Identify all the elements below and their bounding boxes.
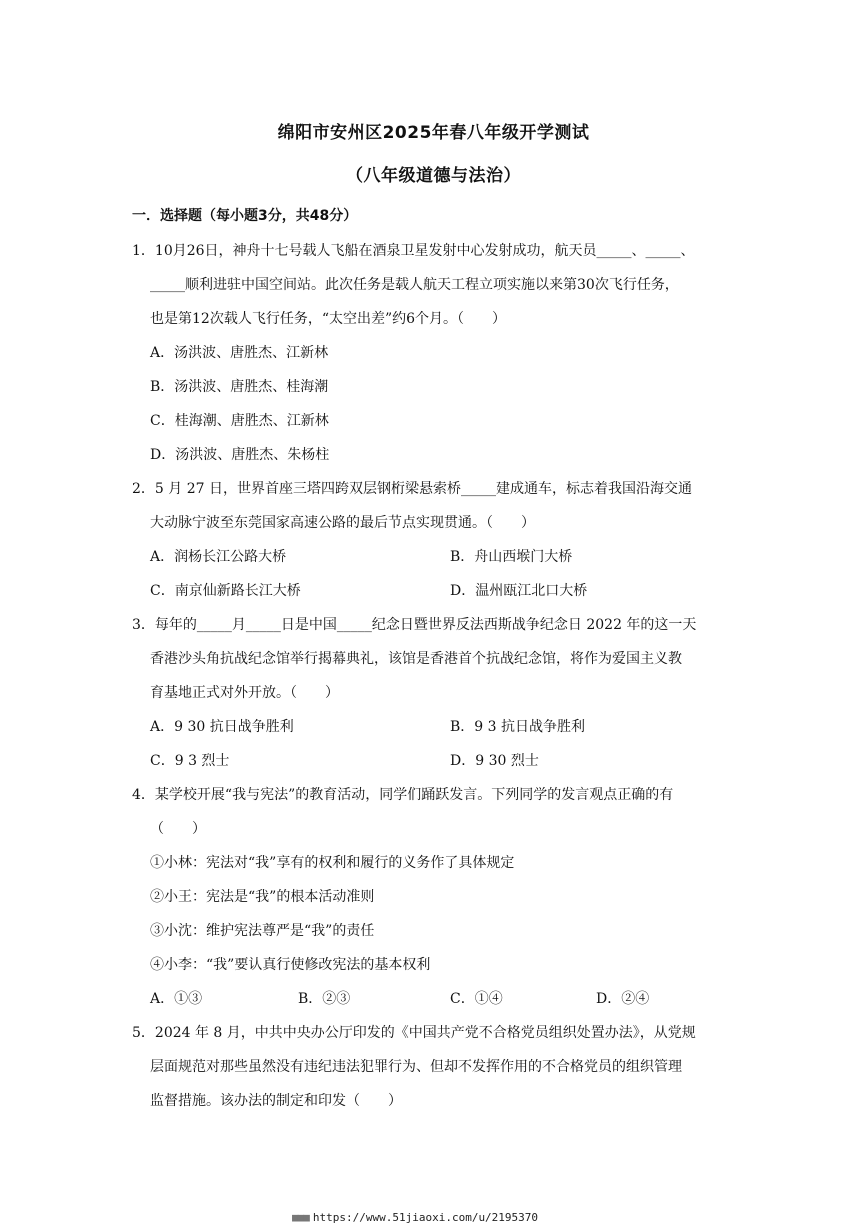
question-5-line-1: 5．2024 年 8 月，中共中央办公厅印发的《中国共产党不合格党员组织处置办法》，从党规: [132, 1025, 696, 1041]
question-5-line-3: 监督措施。该办法的制定和印发（ ）: [150, 1093, 402, 1109]
question-4-option-d[interactable]: D．②④: [596, 991, 650, 1007]
question-2-option-a[interactable]: A．润杨长江公路大桥: [150, 549, 287, 565]
question-1-line-3: 也是第12次载人飞行任务，“太空出差”约6个月。（ ）: [150, 311, 507, 327]
question-1-option-d[interactable]: D．汤洪波、唐胜杰、朱杨柱: [150, 447, 330, 463]
question-2-option-b[interactable]: B．舟山西堠门大桥: [450, 549, 573, 565]
question-4-statement-4: ④小李：“我”要认真行使修改宪法的基本权利: [150, 957, 431, 973]
question-4-line-2: （ ）: [150, 821, 206, 837]
question-4-option-a[interactable]: A．①③: [150, 991, 203, 1007]
question-3-option-b[interactable]: B．9 3 抗日战争胜利: [450, 719, 586, 735]
question-1-option-a[interactable]: A．汤洪波、唐胜杰、江新林: [150, 345, 329, 361]
footer-watermark: [292, 1211, 538, 1224]
section-heading: 一．选择题（每小题3分，共48分）: [132, 208, 358, 224]
question-2-option-c[interactable]: C．南京仙新路长江大桥: [150, 583, 301, 599]
question-1-line-1: 1．10月26日，神舟十七号载人飞船在酒泉卫星发射中心发射成功，航天员_____、_____、: [132, 243, 695, 259]
question-1-option-b[interactable]: B．汤洪波、唐胜杰、桂海潮: [150, 379, 329, 395]
question-4-option-b[interactable]: B．②③: [298, 991, 351, 1007]
question-4-statement-2: ②小王：宪法是“我”的根本活动准则: [150, 889, 375, 905]
question-1-line-2: _____顺利进驻中国空间站。此次任务是载人航天工程立项实施以来第30次飞行任务，: [150, 277, 679, 293]
exam-subtitle: （八年级道德与法治）: [346, 166, 521, 186]
question-4-statement-3: ③小沈：维护宪法尊严是“我”的责任: [150, 923, 375, 939]
question-4-line-1: 4．某学校开展“我与宪法”的教育活动，同学们踊跃发言。下列同学的发言观点正确的有: [132, 787, 674, 803]
question-4-statement-1: ①小林：宪法对“我”享有的权利和履行的义务作了具体规定: [150, 855, 515, 871]
question-3-option-c[interactable]: C．9 3 烈士: [150, 753, 230, 769]
question-3-line-2: 香港沙头角抗战纪念馆举行揭幕典礼，该馆是香港首个抗战纪念馆，将作为爱国主义教: [150, 651, 682, 667]
question-3-option-d[interactable]: D．9 30 烈士: [450, 753, 539, 769]
footer-url-link[interactable]: https://www.51jiaoxi.com/u/2195370: [312, 1211, 539, 1224]
question-1-option-c[interactable]: C．桂海潮、唐胜杰、江新林: [150, 413, 329, 429]
question-2-option-d[interactable]: D．温州瓯江北口大桥: [450, 583, 588, 599]
footer-logo-mark: ■■■: [292, 1211, 309, 1224]
question-3-line-3: 育基地正式对外开放。（ ）: [150, 685, 339, 701]
question-4-option-c[interactable]: C．①④: [450, 991, 503, 1007]
question-5-line-2: 层面规范对那些虽然没有违纪违法犯罪行为、但却不发挥作用的不合格党员的组织管理: [150, 1059, 682, 1075]
question-2-line-2: 大动脉宁波至东莞国家高速公路的最后节点实现贯通。（ ）: [150, 515, 535, 531]
question-3-line-1: 3．每年的_____月_____日是中国_____纪念日暨世界反法西斯战争纪念日 2022 年的这一天: [132, 617, 697, 633]
question-3-option-a[interactable]: A．9 30 抗日战争胜利: [150, 719, 294, 735]
question-2-line-1: 2．5 月 27 日，世界首座三塔四跨双层钢桁梁悬索桥_____建成通车，标志着我国沿海交通: [132, 481, 692, 497]
exam-title: 绵阳市安州区2025年春八年级开学测试: [277, 123, 590, 143]
